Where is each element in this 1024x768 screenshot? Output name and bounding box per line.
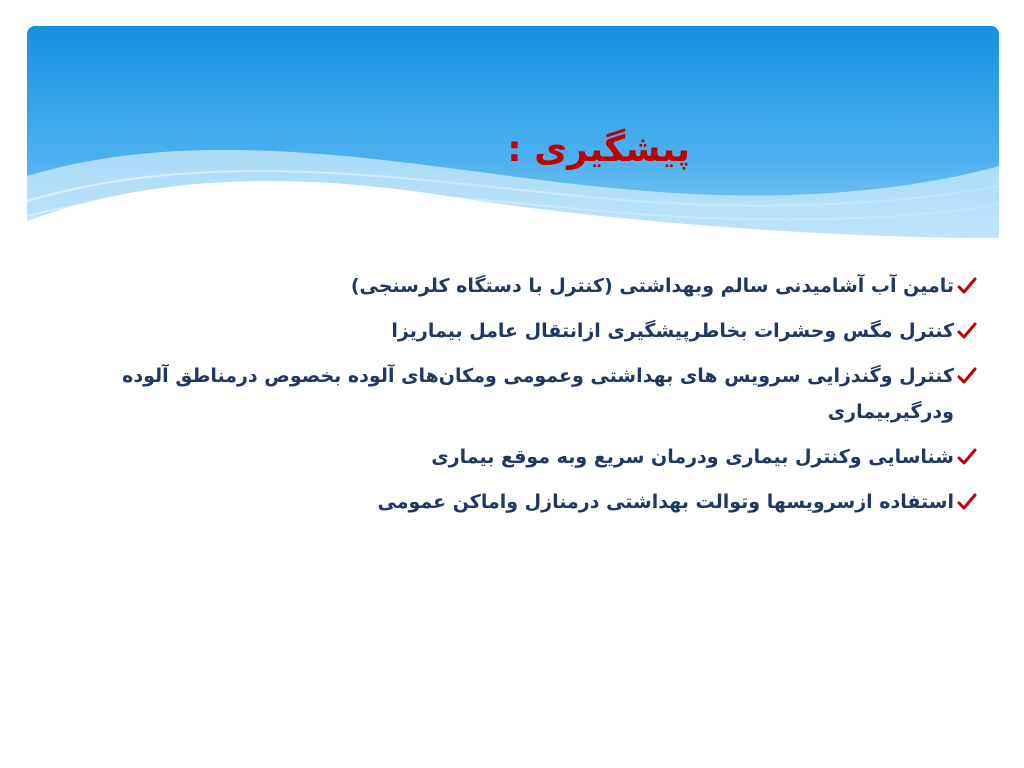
checkmark-icon bbox=[956, 268, 978, 304]
checkmark-icon bbox=[956, 439, 978, 475]
bullet-text: شناسایی وکنترل بیماری ودرمان سریع وبه موقع بیماری bbox=[431, 446, 954, 468]
bullet-item bbox=[48, 358, 978, 430]
checkmark-icon bbox=[956, 358, 978, 394]
bullet-item bbox=[48, 268, 978, 304]
checkmark-icon bbox=[956, 313, 978, 349]
bullet-item bbox=[48, 484, 978, 520]
bullet-text: استفاده ازسرویسها وتوالت بهداشتی درمنازل واماکن عمومی bbox=[377, 491, 954, 513]
checkmark-icon bbox=[956, 484, 978, 520]
bullet-text: تامین آب آشامیدنی سالم وبهداشتی (کنترل با دستگاه کلرسنجی) bbox=[350, 275, 954, 297]
slide-title: پیشگیری : bbox=[507, 129, 690, 170]
bullet-item bbox=[48, 439, 978, 475]
bullet-item bbox=[48, 313, 978, 349]
bullet-text: کنترل وگندزایی سرویس های بهداشتی وعمومی ومکان‌های آلوده بخصوص درمناطق آلوده ودرگیربیماری bbox=[122, 365, 954, 423]
bullet-list bbox=[48, 268, 978, 529]
bullet-text: کنترل مگس وحشرات بخاطرپیشگیری ازانتقال عامل بیماریزا bbox=[391, 320, 954, 342]
